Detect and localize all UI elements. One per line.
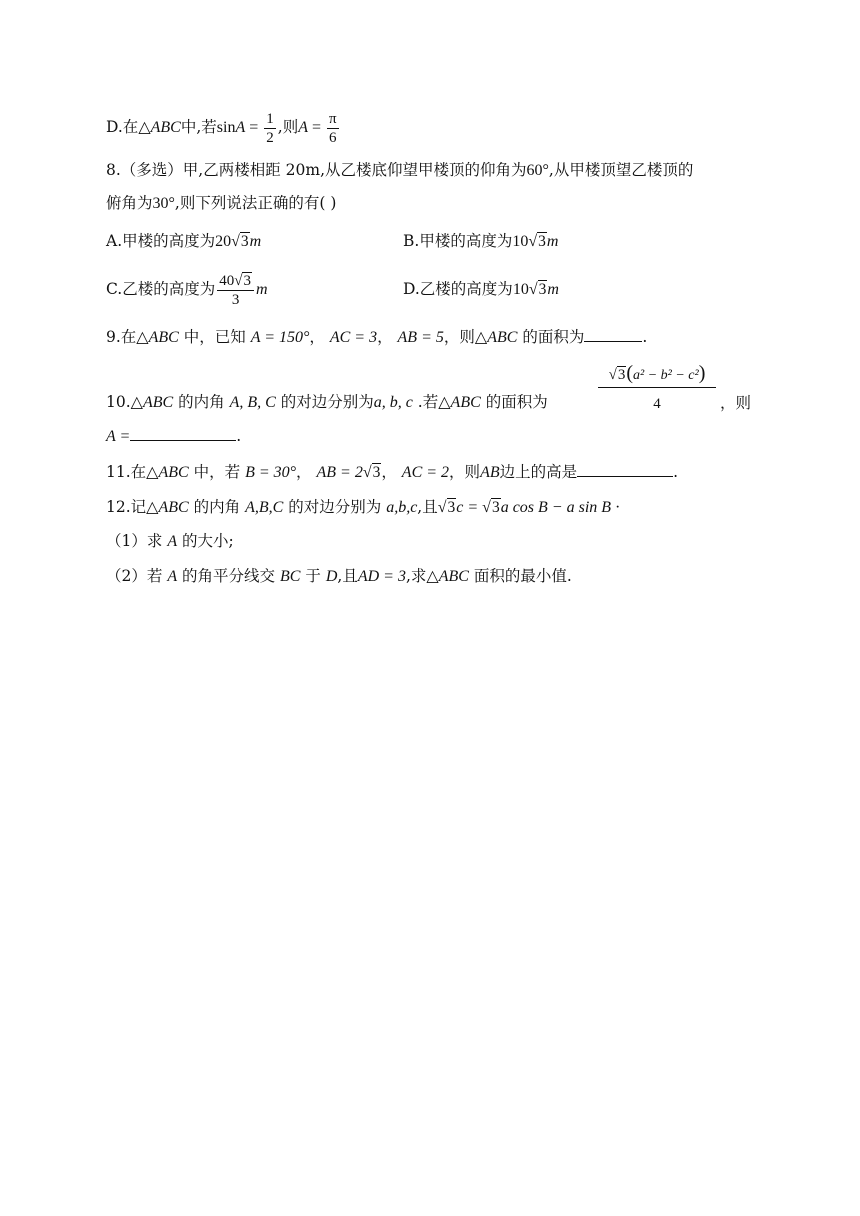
unit: m bbox=[546, 233, 559, 250]
triangle-symbol: △ bbox=[138, 119, 151, 136]
q12-text: 面积的最小值. bbox=[473, 567, 572, 585]
abc: ABC bbox=[158, 464, 189, 481]
q10-line2 bbox=[106, 426, 241, 447]
q7d-a2: A bbox=[298, 119, 308, 136]
q9-line: 9.在△ABC 中，已知 A = 150°， AC = 3， AB = 5，则△ABC 的面积为 . bbox=[106, 328, 648, 346]
q11-ac: AC = 2 bbox=[401, 464, 450, 481]
q11-line: 11.在△ABC 中，若 B = 30°， AB = 2√3， AC = 2，则AB边上的高是 . bbox=[106, 463, 679, 481]
answer-blank[interactable] bbox=[577, 462, 673, 477]
q10-text: 的面积为 bbox=[485, 393, 548, 411]
sqrt-symbol: √3 bbox=[231, 233, 249, 250]
q12-part2 bbox=[106, 566, 572, 587]
q8-deg60: 60° bbox=[526, 162, 549, 179]
q11-end: . bbox=[673, 463, 679, 481]
q12-text: ,且 bbox=[337, 567, 358, 585]
q12-text: （2）若 bbox=[106, 567, 163, 585]
coef: 40 bbox=[219, 272, 235, 289]
q11-text: 中，若 bbox=[193, 463, 241, 481]
frac-den: 2 bbox=[266, 129, 274, 146]
q12-d: D bbox=[325, 568, 338, 585]
unit: m bbox=[255, 281, 268, 298]
q10-text: ，则 bbox=[720, 394, 752, 412]
q12-text: ,求 bbox=[405, 567, 427, 585]
q12-eq-rhs: a cos B − a sin B bbox=[500, 499, 612, 516]
radicand: 3 bbox=[240, 233, 249, 250]
q11-ab2: AB bbox=[480, 464, 500, 481]
coef: 20 bbox=[215, 233, 232, 250]
q9-text: 的面积为 bbox=[522, 328, 585, 346]
q12-text: 的对边分别为 bbox=[288, 498, 382, 516]
q12-a: A bbox=[167, 533, 178, 550]
frac-num: √3(a² − b² − c²) bbox=[598, 362, 716, 388]
q12-bc: BC bbox=[279, 568, 301, 585]
q12-text: 于 bbox=[305, 567, 321, 585]
radicand: 3 bbox=[491, 499, 500, 516]
q8-text: 8.（多选）甲,乙两楼相距 20m,从乙楼底仰望甲楼顶的仰角为 bbox=[106, 161, 527, 179]
q10-text: 的内角 bbox=[178, 393, 225, 411]
q11-text: 11.在 bbox=[106, 463, 147, 481]
q12-text: 的大小; bbox=[182, 532, 234, 550]
q9-ab: AB = 5 bbox=[397, 329, 444, 346]
q7d-mid: 中,若 bbox=[180, 118, 217, 136]
answer-blank[interactable] bbox=[130, 426, 236, 441]
sqrt-symbol: √3 bbox=[528, 281, 547, 298]
q12-text: 的内角 bbox=[193, 498, 241, 516]
q10-text: 10. bbox=[106, 393, 131, 411]
q10-expr: a² − b² − c² bbox=[633, 368, 699, 383]
q7d-eq2: = bbox=[307, 119, 326, 136]
q10-line1 bbox=[106, 363, 548, 413]
triangle-symbol: △ bbox=[130, 394, 143, 411]
radicand: 3 bbox=[447, 499, 456, 516]
q12-text: 的角平分线交 bbox=[182, 567, 276, 585]
q12-line bbox=[106, 497, 620, 518]
option-text: C.乙楼的高度为 bbox=[106, 280, 216, 298]
sqrt-symbol: √3 bbox=[482, 499, 500, 516]
q10-area-fraction bbox=[598, 362, 716, 413]
triangle-symbol: △ bbox=[474, 329, 488, 346]
q8-text: ,则下列说法正确的有( ) bbox=[174, 194, 337, 212]
q12-dot: · bbox=[611, 499, 621, 516]
sqrt-symbol: √3 bbox=[234, 272, 251, 289]
q7d-prefix: D.在 bbox=[106, 118, 139, 136]
q10-sides: a, b, c bbox=[373, 394, 413, 411]
q7d-eq: = bbox=[245, 119, 263, 136]
q8-text: 俯角为 bbox=[106, 194, 153, 212]
q10-end: . bbox=[236, 427, 242, 445]
q8-option-d bbox=[403, 279, 559, 300]
q12-text: ,且 bbox=[417, 498, 438, 516]
q8-option-b bbox=[403, 231, 558, 252]
q12-eq-lhs: c = bbox=[456, 499, 483, 516]
q7d-abc: ABC bbox=[150, 119, 181, 136]
triangle-symbol: △ bbox=[438, 394, 451, 411]
radicand: 3 bbox=[538, 281, 547, 298]
q8-line2 bbox=[106, 193, 336, 214]
radicand: 3 bbox=[538, 233, 546, 250]
q11-ab: AB = 2 bbox=[316, 464, 363, 481]
unit: m bbox=[547, 281, 559, 298]
abc: ABC bbox=[158, 499, 189, 516]
triangle-symbol: △ bbox=[426, 568, 439, 585]
radicand: 3 bbox=[372, 464, 381, 481]
sqrt-symbol: √3 bbox=[437, 499, 456, 516]
q7d-a: A bbox=[235, 119, 246, 136]
q12-part1 bbox=[106, 531, 234, 552]
frac-num: 1 bbox=[266, 110, 274, 127]
frac-den: 6 bbox=[329, 129, 337, 146]
abc: ABC bbox=[487, 329, 518, 346]
q11-text: ，则 bbox=[449, 463, 481, 481]
frac-den: 3 bbox=[231, 291, 240, 308]
abc: ABC bbox=[148, 329, 179, 346]
q7d-sin: sin bbox=[216, 119, 236, 136]
q10-then bbox=[720, 393, 751, 413]
q12-a: A bbox=[167, 568, 178, 585]
q9-ac: AC = 3 bbox=[329, 329, 378, 346]
fraction-one-half bbox=[264, 110, 276, 147]
q12-text: （1）求 bbox=[106, 532, 163, 550]
radicand: 3 bbox=[243, 272, 251, 289]
triangle-symbol: △ bbox=[136, 329, 149, 346]
answer-blank[interactable] bbox=[584, 327, 642, 342]
q7d-then: ,则 bbox=[277, 118, 299, 136]
q10-angles: A, B, C bbox=[229, 394, 276, 411]
q10-a-eq: A = bbox=[106, 428, 131, 445]
option-text: A.甲楼的高度为 bbox=[106, 232, 216, 250]
fraction-40root3-over-3 bbox=[217, 272, 254, 309]
abc: ABC bbox=[438, 568, 469, 585]
q10-text: 的对边分别为 bbox=[280, 393, 374, 411]
q11-text: 边上的高是 bbox=[499, 463, 578, 481]
option-text: D.乙楼的高度为 bbox=[403, 280, 513, 298]
fraction-pi-six bbox=[327, 110, 339, 147]
q9-angle: A = 150° bbox=[250, 329, 310, 346]
q9-text: 9.在 bbox=[106, 328, 137, 346]
triangle-symbol: △ bbox=[146, 464, 159, 481]
q12-angles: A,B,C bbox=[245, 499, 284, 516]
q10-text: .若 bbox=[417, 393, 439, 411]
frac-num: π bbox=[329, 110, 337, 127]
sqrt-symbol: √3 bbox=[608, 367, 626, 383]
q8-deg30: 30° bbox=[152, 195, 175, 212]
sqrt-symbol: √3 bbox=[362, 464, 381, 481]
q9-text: 中，已知 bbox=[183, 328, 246, 346]
q8-option-c bbox=[106, 268, 268, 310]
q12-text: 12.记 bbox=[106, 498, 147, 516]
q12-sides: a,b,c bbox=[386, 499, 418, 516]
q12-ad: AD = 3 bbox=[357, 568, 406, 585]
q8-text: ,从甲楼顶望乙楼顶的 bbox=[548, 161, 694, 179]
unit: m bbox=[249, 233, 262, 250]
option-text: B.甲楼的高度为 bbox=[403, 232, 513, 250]
q9-end: . bbox=[642, 328, 648, 346]
q8-option-a bbox=[106, 231, 261, 252]
frac-num bbox=[217, 272, 254, 291]
coef: 10 bbox=[512, 233, 529, 250]
sqrt-symbol: √3 bbox=[528, 233, 546, 250]
triangle-symbol: △ bbox=[146, 499, 159, 516]
coef: 10 bbox=[512, 281, 529, 298]
q7-option-d bbox=[106, 105, 341, 149]
q8-line1 bbox=[106, 160, 693, 181]
radicand: 3 bbox=[617, 367, 626, 383]
q9-text: ，则 bbox=[443, 328, 475, 346]
abc: ABC bbox=[142, 394, 174, 411]
abc: ABC bbox=[450, 394, 481, 411]
q11-angle: B = 30° bbox=[245, 464, 297, 481]
frac-den: 4 bbox=[653, 396, 661, 412]
